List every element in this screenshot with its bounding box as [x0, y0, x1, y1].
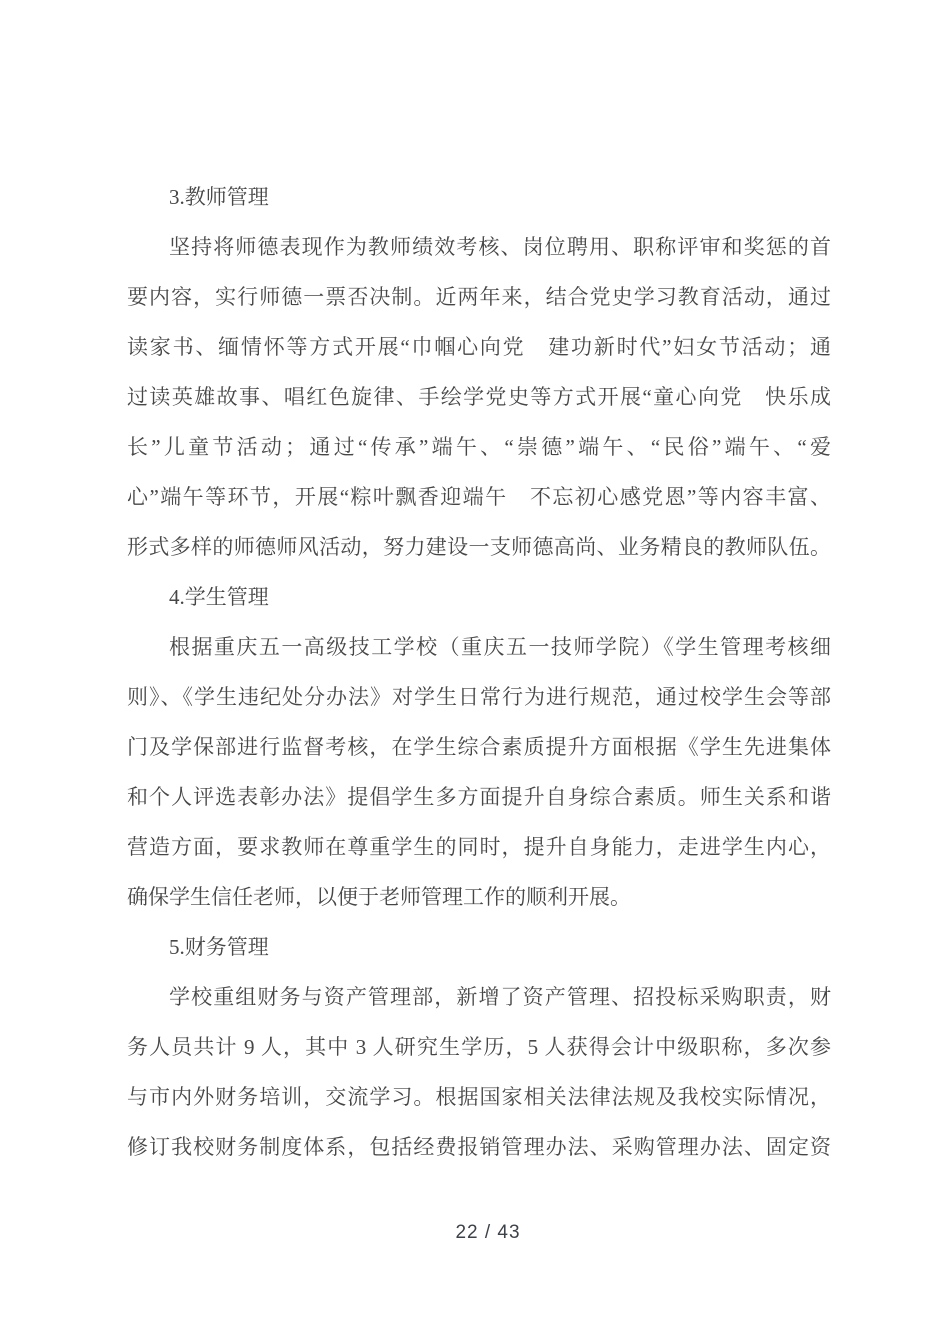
- text-line: 学校重组财务与资产管理部，新增了资产管理、招投标采购职责，财: [169, 985, 831, 1009]
- page-footer: [13, 1218, 950, 1248]
- text-line: 修订我校财务制度体系，包括经费报销管理办法、采购管理办法、固定资: [127, 1135, 831, 1159]
- text-line: 与市内外财务培训，交流学习。根据国家相关法律法规及我校实际情况，: [127, 1085, 831, 1109]
- section-heading: 5.财务管理: [169, 935, 269, 959]
- page-number: 22 / 43: [455, 1222, 521, 1243]
- text-line: 确保学生信任老师，以便于老师管理工作的顺利开展。: [127, 885, 631, 909]
- text-line: 门及学保部进行监督考核，在学生综合素质提升方面根据《学生先进集体: [127, 735, 831, 759]
- text-line: 务人员共计 9 人，其中 3 人研究生学历，5 人获得会计中级职称，多次参: [127, 1035, 831, 1059]
- text-line: 根据重庆五一高级技工学校（重庆五一技师学院）《学生管理考核细: [169, 635, 831, 659]
- text-line: 则》、《学生违纪处分办法》对学生日常行为进行规范，通过校学生会等部: [127, 685, 831, 709]
- text-line: 坚持将师德表现作为教师绩效考核、岗位聘用、职称评审和奖惩的首: [169, 235, 831, 259]
- section-heading: 3.教师管理: [169, 185, 269, 209]
- text-line: 和个人评选表彰办法》提倡学生多方面提升自身综合素质。师生关系和谐: [127, 785, 831, 809]
- text-line: 过读英雄故事、唱红色旋律、手绘学党史等方式开展“童心向党 快乐成: [127, 385, 831, 409]
- document-content: [127, 172, 831, 1172]
- text-line: 营造方面，要求教师在尊重学生的同时，提升自身能力，走进学生内心，: [127, 835, 831, 859]
- text-line: 读家书、缅情怀等方式开展“巾帼心向党 建功新时代”妇女节活动；通: [127, 335, 831, 359]
- text-line: 心”端午等环节，开展“粽叶飘香迎端午 不忘初心感党恩”等内容丰富、: [127, 485, 831, 509]
- text-line: 形式多样的师德师风活动，努力建设一支师德高尚、业务精良的教师队伍。: [127, 535, 831, 559]
- section-heading: 4.学生管理: [169, 585, 269, 609]
- text-line: 长”儿童节活动；通过“传承”端午、“崇德”端午、“民俗”端午、“爱: [127, 435, 831, 459]
- text-line: 要内容，实行师德一票否决制。近两年来，结合党史学习教育活动，通过: [127, 285, 831, 309]
